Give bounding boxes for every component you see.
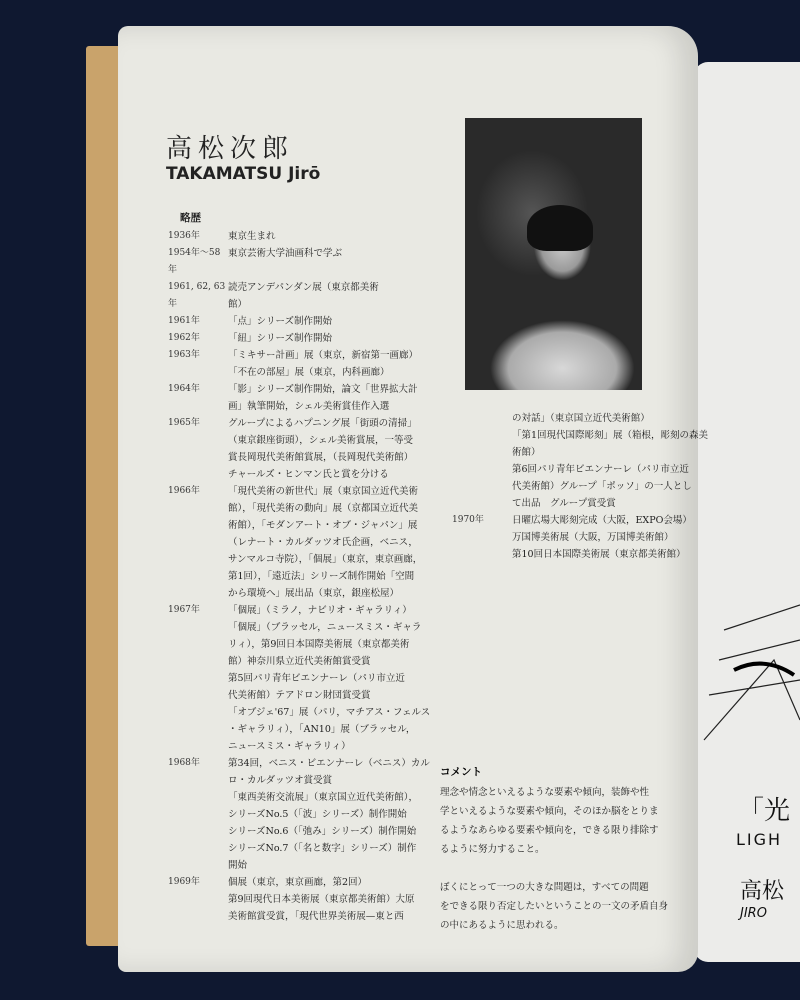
- entry-line: から環境へ」展出品（東京，銀座松屋）: [228, 588, 400, 599]
- entry-year: 1961, 62, 63年: [168, 282, 226, 309]
- entry-line: 「影」シリーズ制作開始，論文「世界拡大計: [228, 384, 418, 395]
- biography-entry: [168, 279, 458, 313]
- entry-line: リィ），第9回日本国際美術展（東京都美術: [228, 639, 410, 650]
- entry-line: 「紐」シリーズ制作開始: [228, 333, 333, 344]
- entry-text: [228, 313, 458, 330]
- biography-entry: [168, 415, 458, 483]
- comment-section: [440, 764, 680, 935]
- entry-line: 術館）: [512, 447, 541, 458]
- entry-year: 1970年: [452, 515, 484, 525]
- biography-entry: [168, 874, 458, 925]
- entry-line: 第10回日本国際美術展（東京都美術館）: [512, 549, 686, 560]
- entry-line: シリーズNo.5（「波」シリーズ）制作開始: [228, 809, 407, 820]
- entry-line: 個展（東京，東京画廊，第2回）: [228, 877, 368, 888]
- entry-year: 1964年: [168, 384, 200, 394]
- entry-text: [228, 602, 458, 755]
- biography-entry: [168, 347, 458, 381]
- handwritten-name-english: JIRO: [740, 906, 767, 921]
- entry-line: 「オブジェ'67」展（パリ，マチアス・フェルス: [228, 707, 431, 718]
- artist-name-japanese: 高松次郎: [166, 134, 295, 164]
- entry-line: 館），「現代美術の動向」展（京都国立近代美: [228, 503, 419, 514]
- comment-line: ぼくにとって一つの大きな問題は，すべての問題: [440, 882, 649, 893]
- entry-year: 1968年: [168, 758, 200, 768]
- entry-line: 「不在の部屋」展（東京，内科画廊）: [228, 367, 390, 378]
- entry-year: 1962年: [168, 333, 200, 343]
- entry-line: 第1回），「遠近法」シリーズ制作開始「空間: [228, 571, 415, 582]
- entry-line: シリーズNo.6（「弛み」シリーズ）制作開始: [228, 826, 417, 837]
- entry-text: [228, 347, 458, 381]
- entry-line: グループによるハプニング展「街頭の清掃」: [228, 418, 417, 429]
- entry-text: [228, 874, 458, 925]
- comment-label: コメント: [440, 766, 482, 778]
- entry-text: [512, 512, 692, 563]
- entry-line: 代美術館）テアドロン財団賞受賞: [228, 690, 371, 701]
- biography-entry: [168, 245, 458, 279]
- entry-year: 1965年: [168, 418, 200, 428]
- entry-year: 1936年: [168, 231, 200, 241]
- biography-list: [168, 228, 458, 925]
- artist-name-english: TAKAMATSU Jirō: [166, 164, 321, 184]
- entry-line: チャールズ・ヒンマン氏と賞を分ける: [228, 469, 389, 480]
- entry-line: ニュースミス・ギャラリィ）: [228, 741, 351, 752]
- artist-portrait-photo: [465, 118, 642, 390]
- comment-line: をできる限り否定したいということの一文の矛盾自身: [440, 901, 669, 912]
- entry-line: 万国博美術展（大阪，万国博美術館）: [512, 532, 674, 543]
- entry-line: 第34回，ベニス・ビエンナーレ（ベニス）カル: [228, 758, 430, 769]
- entry-line: 「個展」（ミラノ，ナビリオ・ギャラリィ）: [228, 605, 412, 616]
- biography-entry: [168, 755, 458, 874]
- entry-line: 開始: [228, 860, 248, 871]
- entry-line: 「点」シリーズ制作開始: [228, 316, 333, 327]
- comment-line: 学といえるような要素や傾向，そのほか脳をとりま: [440, 806, 659, 817]
- entry-line: 「個展」（ブラッセル，ニュースミス・ギャラ: [228, 622, 422, 633]
- biography-entry: [452, 512, 692, 563]
- biography-continued: [452, 410, 709, 563]
- entry-line: （東京銀座街頭），シェル美術賞展，一等受: [228, 435, 414, 446]
- entry-line: 第9回現代日本美術展（東京都美術館）大原: [228, 894, 415, 905]
- entry-line: 画」執筆開始，シェル美術賞佳作入選: [228, 401, 390, 412]
- entry-line: 「東西美術交流展」（東京国立近代美術館），: [228, 792, 419, 803]
- entry-line: 館）: [228, 299, 248, 310]
- entry-year: 1967年: [168, 605, 200, 615]
- entry-line: ・ギャラリィ），「AN10」展（ブラッセル，: [228, 724, 416, 735]
- handwritten-light-japanese: 「光: [738, 796, 791, 826]
- biography-entry: [168, 228, 458, 245]
- entry-line: 東京芸術大学油画科で学ぶ: [228, 248, 343, 259]
- biography-entry: [168, 330, 458, 347]
- biography-entry: [168, 602, 458, 755]
- entry-year: 1963年: [168, 350, 200, 360]
- biography-entry: [168, 313, 458, 330]
- comment-line: の中にあるように思われる。: [440, 920, 564, 931]
- comment-line: るようなあらゆる要素や傾向を，できる限り排除す: [440, 825, 659, 836]
- entry-line: ロ・カルダッツオ賞受賞: [228, 775, 333, 786]
- entry-line: 館）神奈川県立近代美術館賞受賞: [228, 656, 371, 667]
- entry-year: 1966年: [168, 486, 200, 496]
- entry-year: 1961年: [168, 316, 200, 326]
- entry-line: 美術館賞受賞，「現代世界美術展—東と西: [228, 911, 404, 922]
- handwritten-light-english: LIGH: [736, 830, 783, 849]
- entry-line: 代美術館）グループ「ポッソ」の一人とし: [512, 481, 692, 492]
- entry-text: [228, 279, 458, 313]
- portrait-hair-shape: [527, 205, 593, 251]
- comment-line: [440, 859, 680, 878]
- entry-text: [512, 410, 708, 512]
- entry-line: て出品 グループ賞受賞: [512, 498, 616, 509]
- entry-text: [228, 228, 458, 245]
- entry-text: [228, 483, 458, 602]
- entry-text: [228, 330, 458, 347]
- entry-line: 「現代美術の新世代」展（東京国立近代美術: [228, 486, 419, 497]
- entry-line: 「第1回現代国際彫刻」展（箱根，彫刻の森美: [512, 430, 709, 441]
- entry-line: サンマルコ寺院），「個展」（東京，東京画廊，: [228, 554, 423, 565]
- biography-label: 略歴: [180, 212, 201, 224]
- entry-line: 日曜広場大彫刻完成（大阪，EXPO会場）: [512, 515, 692, 526]
- entry-year: 1954年〜58年: [168, 248, 221, 275]
- entry-text: [228, 415, 458, 483]
- entry-year: 1969年: [168, 877, 200, 887]
- entry-line: 第5回パリ青年ビエンナーレ（パリ市立近: [228, 673, 405, 684]
- entry-text: [228, 755, 458, 874]
- sketch-lines: [694, 600, 800, 770]
- entry-line: 東京生まれ: [228, 231, 276, 242]
- entry-line: 読売アンデパンダン展（東京都美術: [228, 282, 379, 293]
- entry-line: 賞長岡現代美術館賞展，（長岡現代美術館）: [228, 452, 414, 463]
- entry-line: 第6回パリ青年ビエンナーレ（パリ市立近: [512, 464, 689, 475]
- biography-entry: [452, 410, 709, 512]
- entry-line: の対話」（東京国立近代美術館）: [512, 413, 650, 424]
- comment-text: [440, 783, 680, 935]
- biography-entry: [168, 483, 458, 602]
- entry-line: （レナート・カルダッツオ氏企画，ベニス，: [228, 537, 418, 548]
- right-page-artwork: [694, 600, 800, 960]
- entry-text: [228, 245, 458, 262]
- entry-line: シリーズNo.7（「名と数字」シリーズ）制作: [228, 843, 417, 854]
- biography-entry: [168, 381, 458, 415]
- comment-line: 理念や情念といえるような要素や傾向，装飾や性: [440, 787, 650, 798]
- entry-line: 術館），「モダンアート・オブ・ジャパン」展: [228, 520, 418, 531]
- entry-line: 「ミキサー計画」展（東京，新宿第一画廊）: [228, 350, 419, 361]
- handwritten-name-japanese: 高松: [740, 879, 785, 904]
- entry-text: [228, 381, 458, 415]
- comment-line: るように努力すること。: [440, 844, 545, 855]
